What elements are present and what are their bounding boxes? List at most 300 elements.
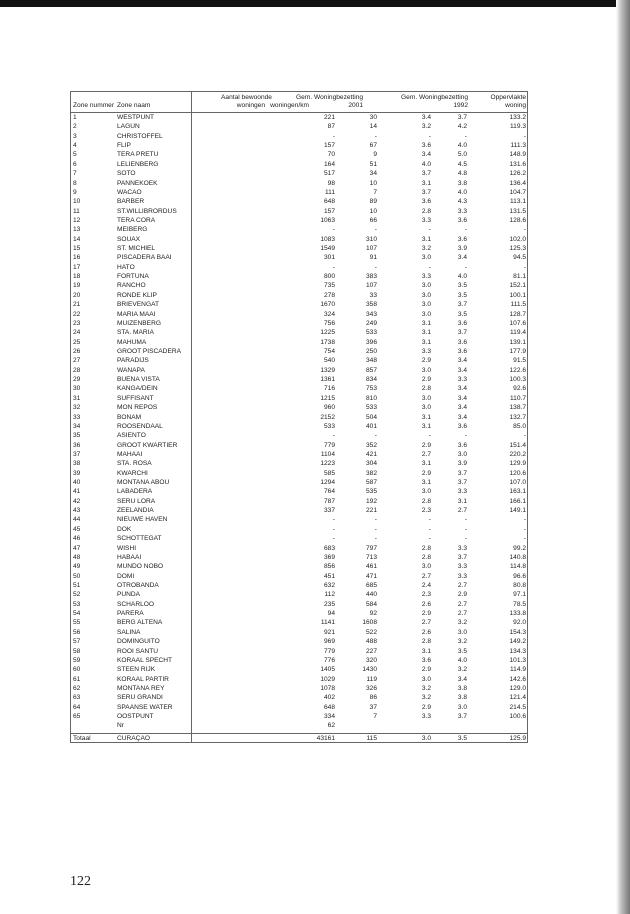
zone-name-cell: BUENA VISTA: [117, 376, 160, 384]
bezetting-2001-cell: -: [428, 226, 431, 234]
aantal-woningen-cell: 164: [323, 160, 335, 168]
oppervlakte-woning-cell: 149.2: [509, 638, 526, 646]
bezetting-2001-cell: 2.8: [421, 544, 431, 552]
bezetting-2001-cell: 3.0: [421, 254, 431, 262]
zone-number-cell: 38: [73, 460, 81, 468]
table-row: [71, 637, 527, 646]
oppervlakte-woning-cell: 149.1: [509, 507, 526, 515]
bezetting-1992-cell: 3.4: [457, 404, 467, 412]
aantal-woningen-cell: 157: [323, 207, 335, 215]
bezetting-2001-cell: 3.0: [421, 734, 431, 742]
woningen-per-km-cell: 10: [369, 179, 377, 187]
oppervlakte-woning-cell: 92.0: [513, 619, 526, 627]
bezetting-1992-cell: 3.2: [457, 619, 467, 627]
bezetting-2001-cell: 3.2: [421, 694, 431, 702]
aantal-woningen-cell: 1670: [320, 301, 335, 309]
bezetting-1992-cell: 3.4: [457, 675, 467, 683]
oppervlakte-woning-cell: -: [523, 432, 526, 440]
table-row: [71, 628, 527, 637]
woningen-per-km-cell: 115: [366, 734, 377, 742]
woningen-per-km-cell: 119: [366, 675, 377, 683]
bezetting-1992-cell: 3.5: [457, 282, 467, 290]
zone-name-cell: STA. MARIA: [117, 329, 154, 337]
aantal-woningen-cell: 648: [323, 703, 335, 711]
woningen-per-km-cell: 86: [369, 694, 377, 702]
table-row: [71, 310, 527, 319]
woningen-per-km-cell: 396: [365, 338, 377, 346]
bezetting-2001-cell: 4.0: [421, 160, 431, 168]
zone-number-cell: 54: [73, 610, 81, 618]
aantal-woningen-cell: 112: [324, 591, 335, 599]
header-bezetting-1992: Gem. Woningbezetting: [401, 94, 468, 101]
bezetting-2001-cell: -: [428, 516, 431, 524]
oppervlakte-woning-cell: 136.4: [509, 179, 526, 187]
bezetting-2001-cell: 2.9: [421, 441, 431, 449]
bezetting-2001-cell: 3.1: [421, 460, 431, 468]
woningen-per-km-cell: 535: [365, 488, 377, 496]
header-bezetting-2001-year: 2001: [348, 102, 363, 109]
bezetting-2001-cell: -: [428, 535, 431, 543]
bezetting-1992-cell: 3.4: [457, 413, 467, 421]
zone-name-cell: PUNDA: [117, 591, 141, 599]
aantal-woningen-cell: 648: [323, 198, 335, 206]
oppervlakte-woning-cell: 133.8: [509, 610, 526, 618]
aantal-woningen-cell: 1141: [320, 619, 335, 627]
woningen-per-km-cell: 488: [365, 638, 377, 646]
woningen-per-km-cell: 326: [365, 684, 377, 692]
bezetting-2001-cell: 2.9: [421, 357, 431, 365]
zone-name-cell: PANNEKOEK: [117, 179, 158, 187]
zone-name-cell: SCHOTTEGAT: [117, 535, 162, 543]
zone-name-cell: DOMINGUITO: [117, 638, 160, 646]
aantal-woningen-cell: 540: [323, 357, 335, 365]
zone-number-cell: 60: [73, 666, 81, 674]
zone-number-cell: 63: [73, 694, 81, 702]
bezetting-2001-cell: 3.1: [421, 319, 431, 327]
zone-number-cell: 12: [73, 216, 81, 224]
zone-number-cell: 20: [73, 291, 81, 299]
oppervlakte-woning-cell: 78.5: [513, 600, 526, 608]
bezetting-1992-cell: 4.8: [457, 170, 467, 178]
woningen-per-km-cell: 810: [365, 394, 377, 402]
zone-number-cell: 5: [73, 151, 77, 159]
zone-name-cell: ROOSENDAAL: [117, 422, 163, 430]
zone-name-cell: RANCHO: [117, 282, 146, 290]
bezetting-2001-cell: 3.0: [421, 488, 431, 496]
woningen-per-km-cell: -: [374, 535, 377, 543]
bezetting-1992-cell: 3.6: [457, 348, 467, 355]
zone-number-cell: 1: [73, 114, 77, 121]
zone-number-cell: 37: [73, 450, 81, 458]
oppervlakte-woning-cell: 177.9: [509, 348, 526, 355]
zone-number-cell: 3: [73, 132, 77, 140]
woningen-per-km-cell: 352: [365, 441, 377, 449]
woningen-per-km-cell: 34: [369, 170, 377, 178]
oppervlakte-woning-cell: 101.3: [509, 656, 526, 664]
bezetting-2001-cell: 2.4: [421, 582, 431, 589]
oppervlakte-woning-cell: 138.7: [509, 404, 526, 412]
bezetting-2001-cell: 2.7: [421, 572, 431, 580]
table-row: [71, 272, 527, 281]
table-row: [71, 609, 527, 618]
bezetting-1992-cell: -: [464, 535, 467, 543]
bezetting-2001-cell: 3.1: [421, 338, 431, 346]
bezetting-1992-cell: -: [464, 132, 467, 140]
zone-number-cell: 9: [73, 188, 77, 196]
zone-number-cell: 21: [73, 301, 81, 309]
zone-number-cell: 11: [73, 207, 80, 215]
table-row: [71, 590, 527, 599]
aantal-woningen-cell: 779: [323, 647, 335, 655]
bezetting-1992-cell: 3.6: [457, 319, 467, 327]
aantal-woningen-cell: 683: [323, 544, 335, 552]
bezetting-2001-cell: 3.0: [421, 675, 431, 683]
bezetting-1992-cell: 3.4: [457, 394, 467, 402]
zone-number-cell: 65: [73, 713, 81, 721]
oppervlakte-woning-cell: 80.8: [513, 582, 526, 589]
table-row: [71, 328, 527, 337]
woningen-per-km-cell: 250: [365, 348, 377, 355]
zone-number-cell: 10: [73, 198, 81, 206]
bezetting-1992-cell: 3.3: [457, 207, 467, 215]
woningen-per-km-cell: 343: [365, 310, 377, 318]
zone-name-cell: SALINA: [117, 628, 141, 636]
oppervlakte-woning-cell: 111.5: [510, 301, 526, 309]
header-bezetting-1992-year: 1992: [453, 102, 468, 109]
bezetting-2001-cell: 2.8: [421, 553, 431, 561]
zone-number-cell: 39: [73, 469, 81, 477]
zone-number-cell: 13: [73, 226, 81, 234]
oppervlakte-woning-cell: 107.6: [509, 319, 526, 327]
aantal-woningen-cell: 800: [323, 273, 335, 281]
oppervlakte-woning-cell: 102.0: [509, 235, 526, 243]
bezetting-2001-cell: 3.3: [421, 713, 431, 721]
bezetting-1992-cell: 2.7: [457, 507, 467, 515]
bezetting-1992-cell: 4.3: [457, 198, 467, 206]
aantal-woningen-cell: 735: [323, 282, 335, 290]
aantal-woningen-cell: 1078: [320, 684, 335, 692]
aantal-woningen-cell: 1738: [320, 338, 335, 346]
bezetting-1992-cell: 3.3: [457, 376, 467, 384]
table-row: [71, 356, 527, 365]
zone-number-cell: 36: [73, 441, 81, 449]
woningen-per-km-cell: 504: [365, 413, 377, 421]
aantal-woningen-cell: 1215: [320, 394, 335, 402]
bezetting-2001-cell: 2.8: [421, 207, 431, 215]
bezetting-1992-cell: 3.6: [457, 422, 467, 430]
bezetting-2001-cell: 3.6: [421, 656, 431, 664]
oppervlakte-woning-cell: 114.9: [509, 666, 526, 674]
oppervlakte-woning-cell: 97.1: [513, 591, 526, 599]
aantal-woningen-cell: 1361: [320, 376, 335, 384]
header-oppervlakte-unit: woning: [505, 102, 526, 109]
zone-number-cell: 14: [73, 235, 81, 243]
aantal-woningen-cell: 533: [323, 422, 335, 430]
bezetting-2001-cell: 3.7: [421, 188, 431, 196]
oppervlakte-woning-cell: 139.1: [509, 338, 526, 346]
zone-number-cell: 61: [73, 675, 81, 683]
aantal-woningen-cell: 1029: [320, 675, 335, 683]
zone-name-cell: GROOT KWARTIER: [117, 441, 178, 449]
zone-number-cell: 56: [73, 628, 81, 636]
zone-number-cell: 46: [73, 535, 81, 543]
woningen-per-km-cell: 30: [369, 114, 377, 121]
woningen-per-km-cell: 7: [373, 188, 377, 196]
zone-number-cell: 19: [73, 282, 81, 290]
woningen-per-km-cell: 1430: [362, 666, 377, 674]
aantal-woningen-cell: 1083: [320, 235, 335, 243]
aantal-woningen-cell: 764: [323, 488, 335, 496]
table-row: [71, 693, 527, 702]
bezetting-1992-cell: 3.3: [457, 544, 467, 552]
zone-number-cell: 28: [73, 366, 81, 374]
table-row: [71, 235, 527, 244]
zone-name-cell: FLIP: [117, 142, 131, 150]
table-row: [71, 338, 527, 347]
aantal-woningen-cell: 2152: [320, 413, 335, 421]
bezetting-1992-cell: 3.0: [457, 628, 467, 636]
table-row: [71, 684, 527, 693]
zone-number-cell: 55: [73, 619, 81, 627]
bezetting-2001-cell: 3.2: [421, 123, 431, 131]
table-row: [71, 469, 527, 478]
oppervlakte-woning-cell: 131.5: [509, 207, 526, 215]
oppervlakte-woning-cell: 152.1: [509, 282, 526, 290]
zone-name-cell: HATO: [117, 263, 135, 271]
bezetting-2001-cell: 2.9: [421, 376, 431, 384]
oppervlakte-woning-cell: 100.6: [509, 713, 526, 721]
woningen-per-km-cell: 797: [365, 544, 377, 552]
zone-number-cell: 15: [73, 245, 81, 253]
woningen-per-km-cell: 587: [365, 479, 377, 487]
bezetting-2001-cell: 2.8: [421, 497, 431, 505]
oppervlakte-woning-cell: -: [523, 132, 526, 140]
aantal-woningen-cell: 324: [323, 310, 335, 318]
oppervlakte-woning-cell: 166.1: [509, 497, 526, 505]
zone-name-cell: BARBER: [117, 198, 145, 206]
bezetting-2001-cell: 2.9: [421, 703, 431, 711]
woningen-per-km-cell: 401: [365, 422, 377, 430]
zone-number-cell: 33: [73, 413, 81, 421]
oppervlakte-woning-cell: 119.3: [509, 123, 526, 131]
bezetting-2001-cell: 3.2: [421, 684, 431, 692]
oppervlakte-woning-cell: -: [523, 535, 526, 543]
woningen-per-km-cell: 33: [369, 291, 377, 299]
zone-name-cell: ST.WILLIBRORDUS: [117, 207, 177, 215]
woningen-per-km-cell: 440: [365, 591, 377, 599]
header-oppervlakte: Oppervlakte: [490, 94, 526, 101]
bezetting-1992-cell: 4.0: [457, 656, 467, 664]
bezetting-2001-cell: 3.0: [421, 394, 431, 402]
bezetting-1992-cell: 3.6: [457, 235, 467, 243]
aantal-woningen-cell: 787: [323, 497, 335, 505]
zone-name-cell: ST. MICHIEL: [117, 245, 156, 253]
zone-name-cell: SCHARLOO: [117, 600, 155, 608]
woningen-per-km-cell: 584: [365, 600, 377, 608]
bezetting-1992-cell: 3.5: [457, 310, 467, 318]
oppervlakte-woning-cell: -: [523, 516, 526, 524]
page-number: 122: [70, 874, 91, 889]
zone-name-cell: ZEELANDIA: [117, 507, 154, 515]
bezetting-2001-cell: 2.8: [421, 638, 431, 646]
bezetting-1992-cell: 3.3: [457, 563, 467, 571]
bezetting-1992-cell: 3.0: [457, 450, 467, 458]
aantal-woningen-cell: 87: [327, 123, 335, 131]
zone-name-cell: ASIENTO: [117, 432, 146, 440]
table-row: [71, 225, 527, 234]
aantal-woningen-cell: 585: [323, 469, 335, 477]
zone-number-cell: 7: [73, 170, 77, 178]
zone-number-cell: 35: [73, 432, 81, 440]
oppervlakte-woning-cell: 91.5: [513, 357, 526, 365]
zone-name-cell: LAGUN: [117, 123, 140, 131]
zone-name-cell: MAHUMA: [117, 338, 147, 346]
bezetting-2001-cell: 3.1: [421, 479, 431, 487]
bezetting-1992-cell: 3.6: [457, 216, 467, 224]
zone-number-cell: 57: [73, 638, 81, 646]
table-row: [71, 384, 527, 393]
zone-name-cell: Nr: [117, 722, 124, 730]
zone-number-cell: Totaal: [73, 734, 91, 742]
bezetting-1992-cell: 3.6: [457, 441, 467, 449]
bezetting-1992-cell: -: [464, 432, 467, 440]
bezetting-1992-cell: 3.7: [457, 553, 467, 561]
bezetting-2001-cell: 3.1: [421, 329, 431, 337]
table-row: [71, 656, 527, 665]
table-row: [71, 113, 527, 122]
bezetting-2001-cell: 3.1: [421, 422, 431, 430]
bezetting-1992-cell: 3.8: [457, 684, 467, 692]
zone-name-cell: HABAAI: [117, 553, 142, 561]
aantal-woningen-cell: 337: [323, 507, 335, 515]
zone-name-cell: GROOT PISCADERA: [117, 348, 181, 355]
bezetting-2001-cell: 3.0: [421, 310, 431, 318]
bezetting-2001-cell: 3.0: [421, 404, 431, 412]
table-row: [71, 562, 527, 571]
zone-number-cell: 23: [73, 319, 81, 327]
woningen-per-km-cell: 227: [365, 647, 377, 655]
woningen-per-km-cell: 382: [365, 469, 377, 477]
table-row: [71, 122, 527, 131]
aantal-woningen-cell: 334: [323, 713, 335, 721]
oppervlakte-woning-cell: 151.4: [509, 441, 526, 449]
zone-number-cell: 8: [73, 179, 77, 187]
woningen-per-km-cell: 857: [365, 366, 377, 374]
woningen-per-km-cell: 221: [365, 507, 377, 515]
aantal-woningen-cell: -: [332, 263, 335, 271]
table-row: [71, 413, 527, 422]
zone-name-cell: KORAAL PARTIR: [117, 675, 169, 683]
bezetting-2001-cell: 3.3: [421, 348, 431, 355]
zone-number-cell: 62: [73, 684, 81, 692]
table-row: [71, 132, 527, 141]
aantal-woningen-cell: 43161: [316, 734, 335, 742]
zone-name-cell: WISHI: [117, 544, 137, 552]
oppervlakte-woning-cell: 214.5: [509, 703, 526, 711]
zone-name-cell: SUFFISANT: [117, 394, 154, 402]
bezetting-1992-cell: 3.7: [457, 301, 467, 309]
woningen-per-km-cell: -: [374, 132, 377, 140]
zone-number-cell: 27: [73, 357, 81, 365]
woningen-per-km-cell: 421: [365, 450, 377, 458]
woningen-per-km-cell: 461: [365, 563, 377, 571]
bezetting-2001-cell: -: [428, 132, 431, 140]
bezetting-1992-cell: 4.0: [457, 188, 467, 196]
zone-number-cell: 17: [73, 263, 81, 271]
aantal-woningen-cell: 756: [323, 319, 335, 327]
oppervlakte-woning-cell: 163.1: [509, 488, 526, 496]
aantal-woningen-cell: 402: [323, 694, 335, 702]
bezetting-1992-cell: 3.4: [457, 357, 467, 365]
bezetting-2001-cell: 3.0: [421, 301, 431, 309]
bezetting-2001-cell: 3.4: [421, 114, 431, 121]
zone-number-cell: 53: [73, 600, 81, 608]
oppervlakte-woning-cell: 114.8: [509, 563, 526, 571]
bezetting-1992-cell: 3.4: [457, 366, 467, 374]
oppervlakte-woning-cell: 220.2: [509, 450, 526, 458]
zone-number-cell: 59: [73, 656, 81, 664]
oppervlakte-woning-cell: 128.7: [509, 310, 526, 318]
zone-name-cell: MARIA MAAI: [117, 310, 156, 318]
bezetting-2001-cell: 3.6: [421, 142, 431, 150]
bezetting-1992-cell: 3.2: [457, 638, 467, 646]
table-row: [71, 441, 527, 450]
zone-name-cell: BERG ALTENA: [117, 619, 163, 627]
zone-number-cell: 31: [73, 394, 81, 402]
zone-housing-table: [70, 91, 528, 743]
bezetting-1992-cell: 2.7: [457, 582, 467, 589]
aantal-woningen-cell: 221: [323, 114, 335, 121]
aantal-woningen-cell: 98: [327, 179, 335, 187]
table-row: [71, 375, 527, 384]
bezetting-1992-cell: 3.7: [457, 114, 467, 121]
woningen-per-km-cell: 310: [365, 235, 377, 243]
aantal-woningen-cell: 754: [323, 348, 335, 355]
aantal-woningen-cell: 517: [323, 170, 335, 178]
table-row: [71, 244, 527, 253]
bezetting-1992-cell: 3.3: [457, 572, 467, 580]
aantal-woningen-cell: 1549: [320, 245, 335, 253]
bezetting-1992-cell: 3.8: [457, 179, 467, 187]
oppervlakte-woning-cell: -: [523, 263, 526, 271]
woningen-per-km-cell: -: [374, 525, 377, 533]
zone-name-cell: CHRISTOFFEL: [117, 132, 163, 140]
zone-number-cell: 16: [73, 254, 81, 262]
table-row: [71, 141, 527, 150]
bezetting-1992-cell: -: [464, 516, 467, 524]
zone-name-cell: KORAAL SPECHT: [117, 656, 173, 664]
bezetting-2001-cell: 3.3: [421, 273, 431, 281]
oppervlakte-woning-cell: 125.3: [509, 245, 526, 253]
bezetting-2001-cell: 3.0: [421, 291, 431, 299]
bezetting-2001-cell: 2.6: [421, 600, 431, 608]
table-row: [71, 600, 527, 609]
table-row: [71, 487, 527, 496]
oppervlakte-woning-cell: 104.7: [509, 188, 526, 196]
woningen-per-km-cell: 92: [369, 610, 377, 618]
oppervlakte-woning-cell: 107.0: [509, 479, 526, 487]
zone-name-cell: PARERA: [117, 610, 144, 618]
aantal-woningen-cell: 776: [323, 656, 335, 664]
zone-number-cell: 34: [73, 422, 81, 430]
zone-number-cell: 25: [73, 338, 81, 346]
zone-name-cell: PISCADERA BAAI: [117, 254, 172, 262]
woningen-per-km-cell: 685: [365, 582, 377, 589]
bezetting-1992-cell: 5.0: [457, 151, 467, 159]
table-row: [71, 703, 527, 712]
zone-name-cell: OTROBANDA: [117, 582, 159, 589]
zone-name-cell: WACAO: [117, 188, 142, 196]
